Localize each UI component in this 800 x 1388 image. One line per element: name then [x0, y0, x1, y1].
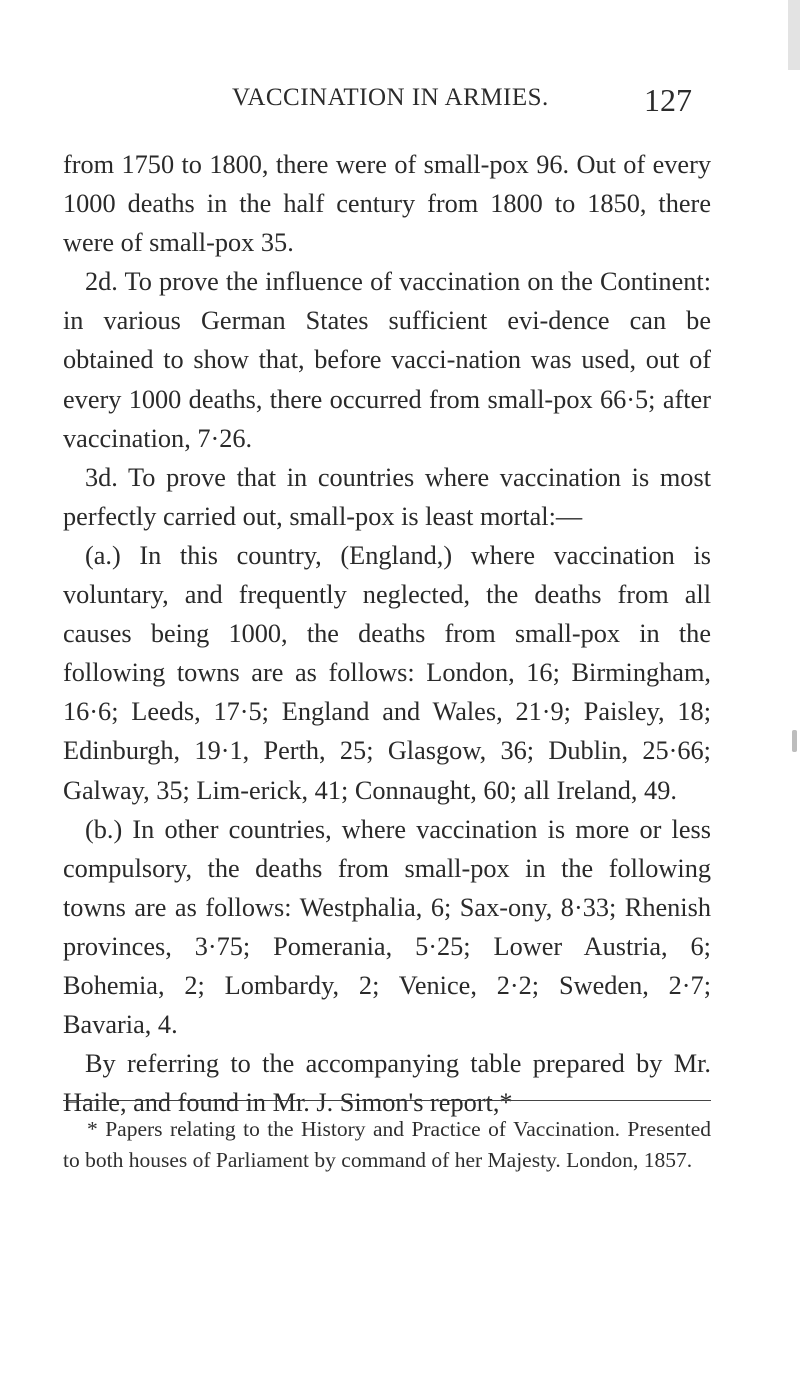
paragraph-continued: from 1750 to 1800, there were of small-pox 96. Out of every 1000 deaths in the half century from 1800 to 1850, there were of small-pox 35. [63, 150, 711, 258]
paragraph-table-reference: By referring to the accompanying table prepared by Mr. Haile, and found in Mr. J. Simon's report,* [63, 1049, 711, 1118]
footnote-divider [63, 1100, 711, 1101]
page-number: 127 [644, 82, 692, 118]
running-title: VACCINATION IN ARMIES. [232, 84, 549, 111]
footnote-text: * Papers relating to the History and Practice of Vaccination. Presented to both houses of Parliament by command of her Majesty. London, 1857. [63, 1117, 711, 1172]
footnote [63, 1114, 711, 1176]
page-edge-shadow [788, 0, 800, 70]
paragraph-england: (a.) In this country, (England,) where vaccination is voluntary, and frequently neglected, the deaths from all causes being 1000, the deaths from small-pox in the following towns are as follows: London, 16; Birmingham, 16·6; Leeds, 17·5; England and Wales, 21·9; Paisley, 18; Edinburgh, 19·1, Perth, 25; Glasgow, 36; Dublin, 25·66; Galway, 35; Lim-erick, 41; Connaught, 60; all Ireland, 49. [63, 540, 711, 805]
paragraph-countries: 3d. To prove that in countries where vaccination is most perfectly carried out, small-pox is least mortal:— [63, 462, 711, 531]
paragraph-continent: 2d. To prove the influence of vaccination on the Continent: in various German States sufficient evi-dence can be obtained to show that, before vacci-nation was used, out of every 1000 deaths, there occurred from small-pox 66·5; after vaccination, 7·26. [63, 267, 711, 453]
body-text [63, 145, 711, 1122]
margin-mark [792, 730, 797, 752]
paragraph-other-countries: (b.) In other countries, where vaccination is more or less compulsory, the deaths from small-pox in the following towns are as follows: Westphalia, 6; Sax-ony, 8·33; Rhenish provinces, 3·75; Pomerania, 5·25; Lower Austria, 6; Bohemia, 2; Lombardy, 2; Venice, 2·2; Sweden, 2·7; Bavaria, 4. [63, 814, 711, 1040]
